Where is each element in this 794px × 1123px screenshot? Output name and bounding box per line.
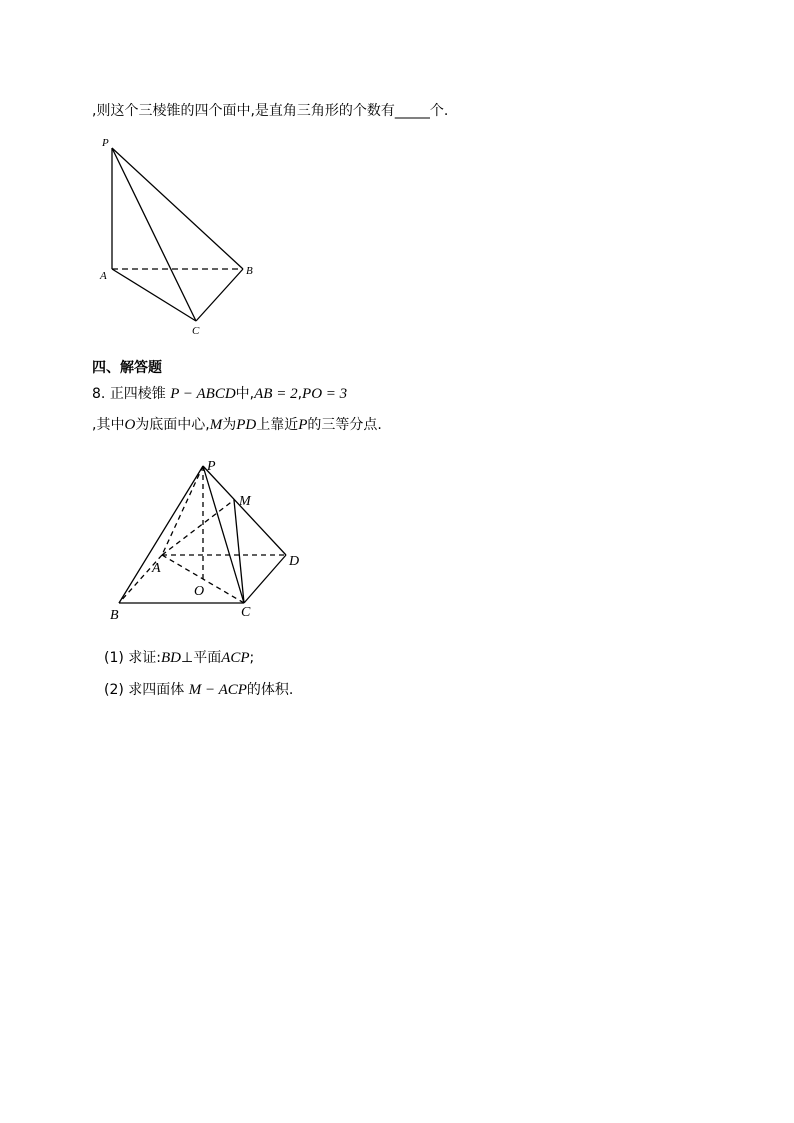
q8-l2-PD: PD <box>236 417 257 433</box>
q8-sub1-ACP: ACP <box>221 650 250 666</box>
q8-l2-M: M <box>209 417 223 433</box>
q8-zhong: 中, <box>235 386 255 402</box>
edge-PD <box>203 466 286 555</box>
q8-cond-AB: AB = 2 <box>254 386 298 402</box>
q7-text-before: ,则这个三棱锥的四个面中,是直角三角形的个数有 <box>92 103 395 119</box>
label-D: D <box>289 554 300 569</box>
q8-l2-p4: 上靠近 <box>256 417 299 433</box>
q8-sub2-prefix: (2) 求四面体 <box>104 682 185 698</box>
edge-PB <box>119 466 203 603</box>
label-P2: P <box>207 459 216 474</box>
q8-sub1-BD: BD <box>161 650 181 666</box>
q7-answer-blank[interactable]: _____ <box>394 103 430 119</box>
q8-sub1-prefix: (1) 求证: <box>104 650 161 666</box>
edge-AM-hidden <box>162 500 234 555</box>
edge-CD <box>244 555 286 603</box>
label-B2: B <box>110 608 119 623</box>
q8-l2-p1: ,其中 <box>92 417 125 433</box>
q8-l2-O: O <box>124 417 136 433</box>
label-A: A <box>100 270 107 282</box>
label-P: P <box>102 137 109 149</box>
q8-sub1-plane: 平面 <box>193 650 222 666</box>
label-C2: C <box>241 605 251 620</box>
label-A2: A <box>152 561 161 576</box>
q7-text-after: 个. <box>429 103 449 119</box>
q8-sub1 <box>104 647 254 667</box>
q8-l2-p5: 的三等分点. <box>307 417 382 433</box>
edge-PA-hidden <box>162 466 203 555</box>
q8-l2-p2: 为底面中心, <box>135 417 210 433</box>
q8-sub2-tetra: M − ACP <box>188 682 247 698</box>
q8-sub1-end: ; <box>249 650 255 666</box>
q8-sub2 <box>104 679 293 699</box>
q8-intro: 正四棱锥 <box>109 386 166 402</box>
label-M: M <box>239 494 251 509</box>
q8-comma: , <box>297 386 303 402</box>
section-heading: 四、解答题 <box>92 360 162 376</box>
q8-sub1-perp: ⊥ <box>181 650 194 666</box>
label-C: C <box>192 325 200 337</box>
q8-pyramid-name: P − ABCD <box>170 386 236 402</box>
q8-sub2-end: 的体积. <box>246 682 294 698</box>
q8-l2-p3: 为 <box>222 417 237 433</box>
q8-number: 8. <box>92 386 106 402</box>
q8-cond-PO: PO = 3 <box>302 386 348 402</box>
label-O: O <box>194 584 205 599</box>
q8-l2-P: P <box>298 417 308 433</box>
label-B: B <box>246 265 253 277</box>
